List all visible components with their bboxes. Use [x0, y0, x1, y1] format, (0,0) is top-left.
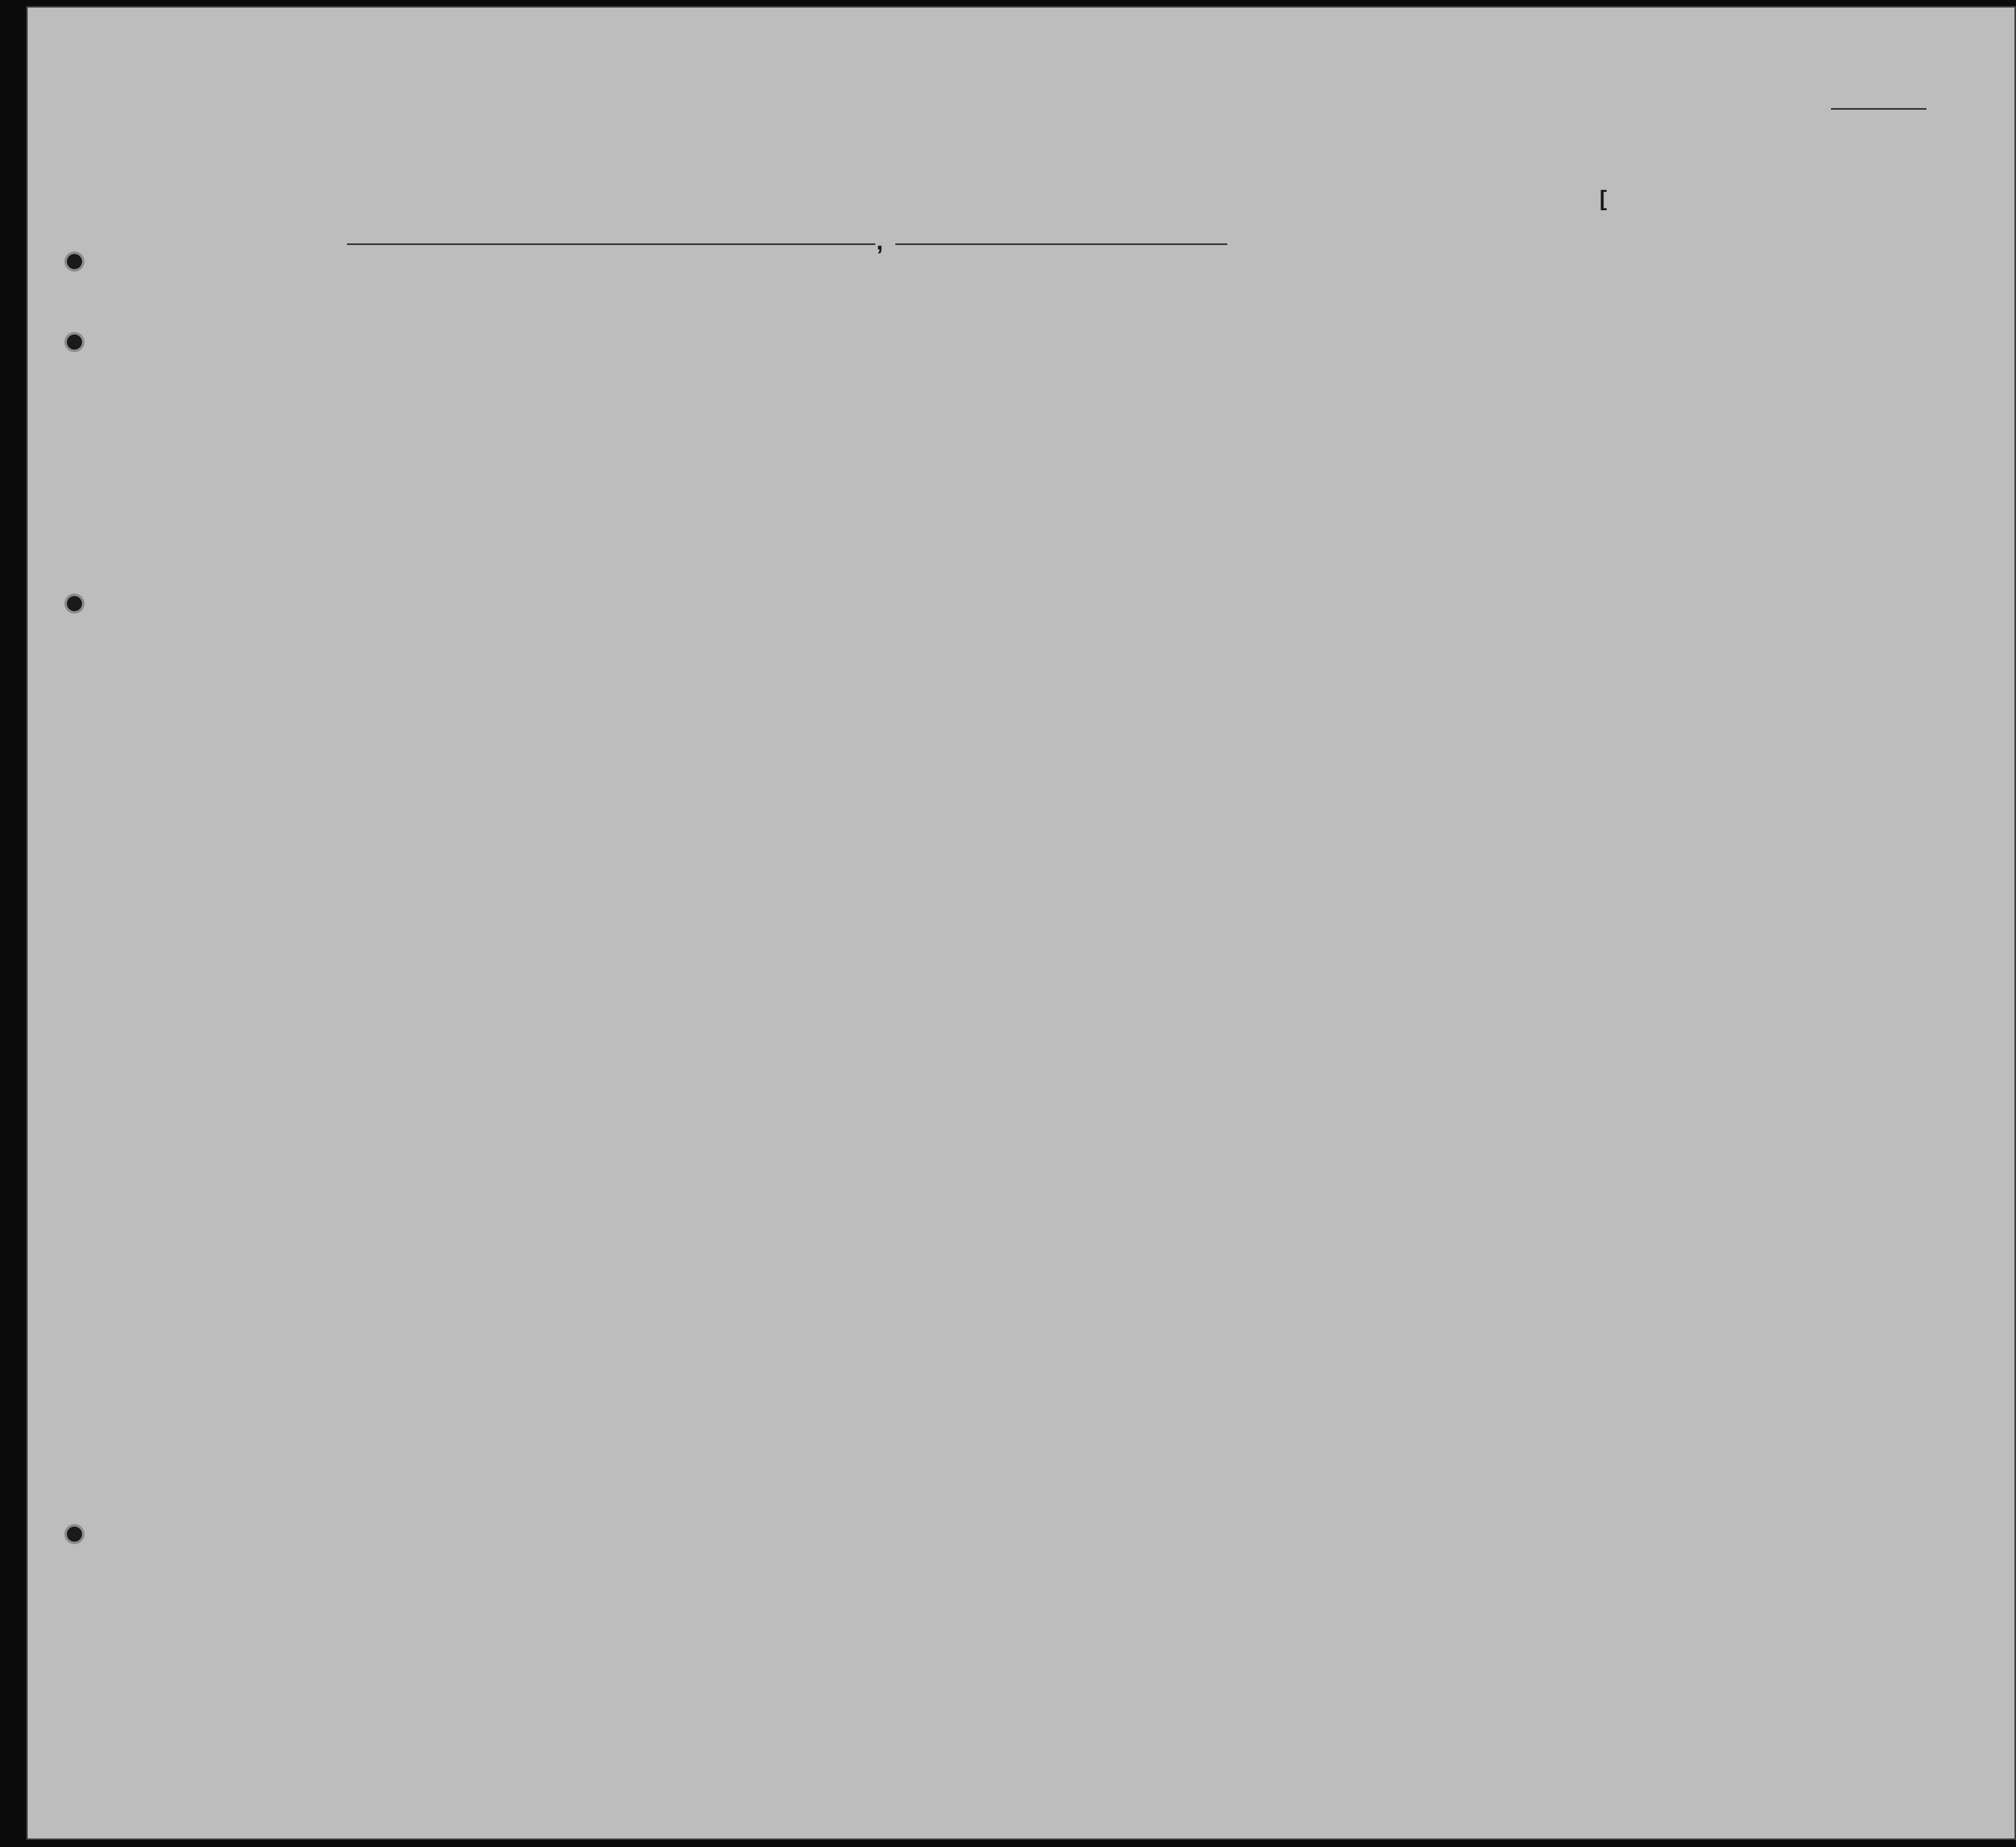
comma: , — [876, 227, 883, 255]
bracket-mark: [ — [1600, 186, 1607, 211]
